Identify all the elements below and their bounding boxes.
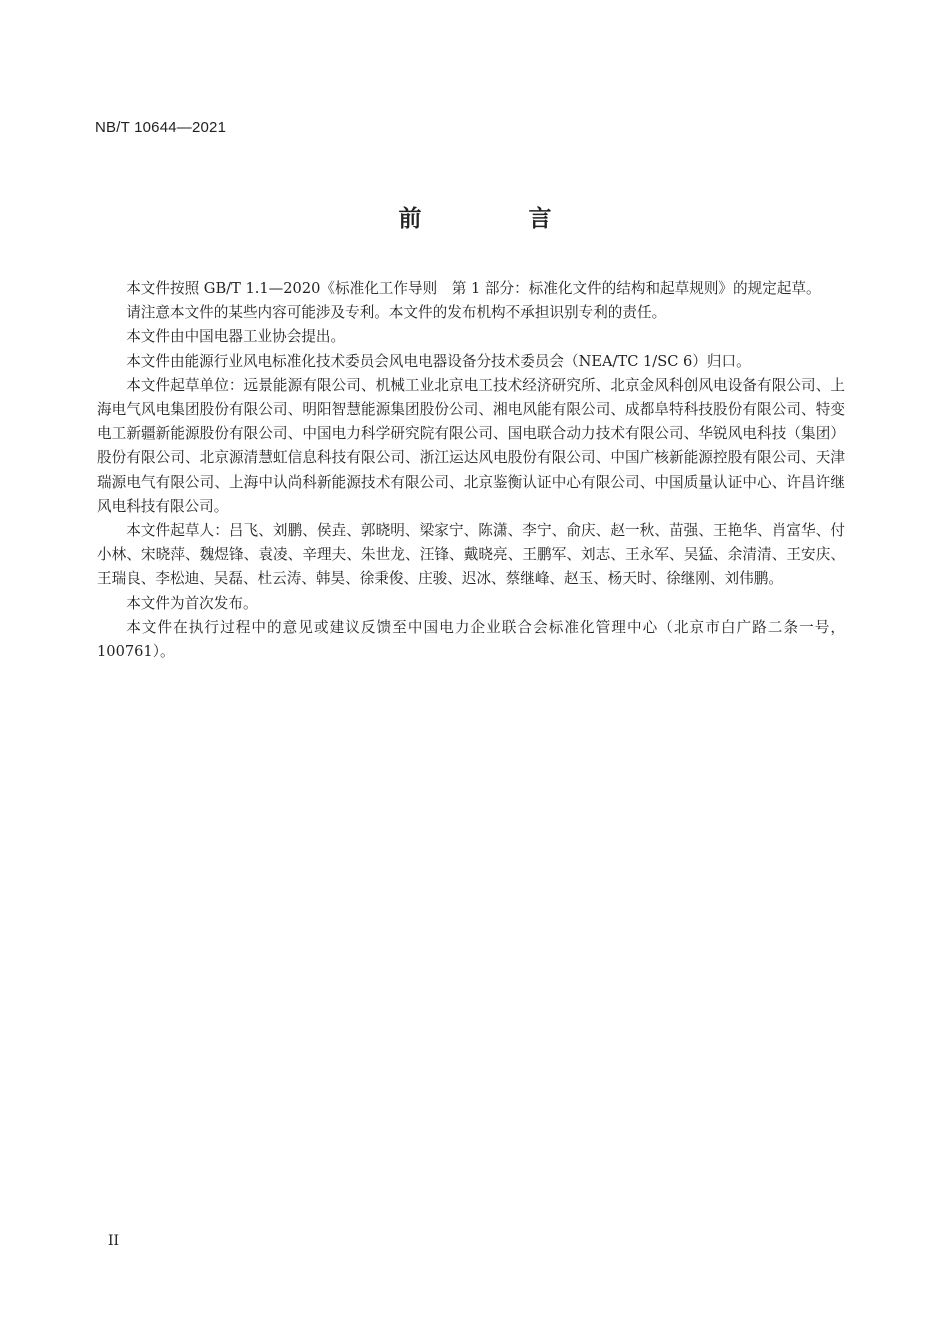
paragraph-drafters: 本文件起草人：吕飞、刘鹏、侯垚、郭晓明、梁家宁、陈潇、李宁、俞庆、赵一秋、苗强、王艳华、肖富华、付小林、宋晓萍、魏煜锋、袁凌、辛理夫、朱世龙、汪锋、戴晓亮、王鹏军、刘志、王永军、吴猛、余清清、王安庆、王瑞良、李松迪、吴磊、杜云涛、韩昊、徐秉俊、庄骏、迟冰、蔡继峰、赵玉、杨天时、徐继刚、刘伟鹏。 bbox=[97, 522, 845, 588]
paragraph-drafting-rules: 本文件按照 GB/T 1.1—2020《标准化工作导则 第 1 部分：标准化文件的结构和起草规则》的规定起草。 bbox=[126, 280, 821, 297]
paragraph-patent-notice: 请注意本文件的某些内容可能涉及专利。本文件的发布机构不承担识别专利的责任。 bbox=[126, 304, 667, 322]
paragraph-proposer: 本文件由中国电器工业协会提出。 bbox=[126, 328, 346, 346]
document-code: NB/T 10644—2021 bbox=[95, 119, 227, 136]
page-number: II bbox=[108, 1233, 120, 1249]
page-title: 前 言 bbox=[398, 206, 594, 232]
foreword-body bbox=[97, 277, 845, 664]
paragraph-first-release: 本文件为首次发布。 bbox=[126, 594, 258, 612]
paragraph-drafting-organizations: 本文件起草单位：远景能源有限公司、机械工业北京电工技术经济研究所、北京金风科创风电设备有限公司、上海电气风电集团股份有限公司、明阳智慧能源集团股份公司、湘电风能有限公司、成都阜特科技股份有限公司、特变电工新疆新能源股份有限公司、中国电力科学研究院有限公司、国电联合动力技术有限公司、华锐风电科技（集团）股份有限公司、北京源清慧虹信息科技有限公司、浙江运达风电股份有限公司、中国广核新能源控股有限公司、天津瑞源电气有限公司、上海中认尚科新能源技术有限公司、北京鉴衡认证中心有限公司、中国质量认证中心、许昌许继风电科技有限公司。 bbox=[97, 376, 845, 515]
paragraph-committee: 本文件由能源行业风电标准化技术委员会风电电器设备分技术委员会（NEA/TC 1/SC 6）归口。 bbox=[126, 352, 751, 370]
paragraph-feedback: 本文件在执行过程中的意见或建议反馈至中国电力企业联合会标准化管理中心（北京市白广路二条一号，100761）。 bbox=[97, 618, 845, 661]
